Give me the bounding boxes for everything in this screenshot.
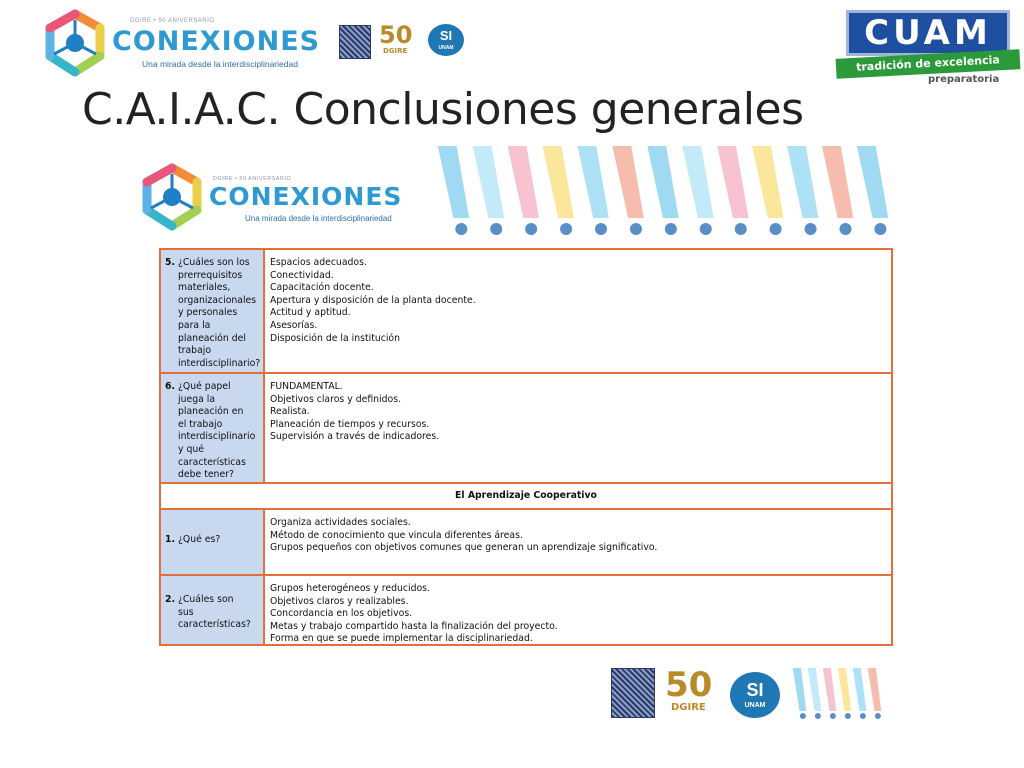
stripe-dot xyxy=(875,713,881,719)
stripe-dot xyxy=(815,713,821,719)
section-header-row xyxy=(161,484,891,510)
question-line: interdisciplinario xyxy=(178,431,256,443)
question-line: debe tener? xyxy=(178,469,234,481)
answer-line: Concordancia en los objetivos. xyxy=(270,608,413,620)
logo-top-line: DGIRE • 50 ANIVERSARIO xyxy=(213,176,292,182)
question-cell xyxy=(161,250,265,372)
question-cell xyxy=(161,576,265,644)
answer-line: Grupos pequeños con objetivos comunes que generan un aprendizaje significativo. xyxy=(270,542,658,554)
stripe-band xyxy=(438,146,469,218)
stripe-dot xyxy=(630,223,642,235)
stripe-band xyxy=(853,668,867,711)
answer-line: Planeación de tiempos y recursos. xyxy=(270,418,430,430)
stripe-dot xyxy=(455,223,467,235)
cuam-logo-icon xyxy=(836,10,1020,88)
answer-cell xyxy=(265,576,891,644)
stripe-band xyxy=(473,146,504,218)
stripe-band xyxy=(682,146,713,218)
stripe-dot xyxy=(665,223,677,235)
si-unam-icon: SI UNAM xyxy=(730,672,780,718)
cuam-sub: preparatoria xyxy=(928,74,1000,85)
unam-crest-icon xyxy=(339,25,371,59)
stripe-band xyxy=(612,146,643,218)
dgire-50-icon: 50 DGIRE xyxy=(379,21,413,55)
question-line xyxy=(165,594,260,607)
question-number: 5. xyxy=(165,257,176,268)
answer-line: Espacios adecuados. xyxy=(270,257,367,268)
answer-line: Apertura y disposición de la planta docente. xyxy=(270,294,476,306)
question-text: ¿Qué es? xyxy=(177,534,221,545)
stripe-dot xyxy=(830,713,836,719)
question-cell xyxy=(161,374,265,482)
cuam-name: CUAM xyxy=(846,10,1010,56)
answer-line: Supervisión a través de indicadores. xyxy=(270,431,440,443)
stripe-dot xyxy=(735,223,747,235)
conexiones-logo-icon xyxy=(137,160,207,234)
stripe-dot xyxy=(845,713,851,719)
stripe-band xyxy=(823,668,837,711)
answer-line: Disposición de la institución xyxy=(270,332,401,344)
stripe-band xyxy=(857,146,888,218)
stripe-band xyxy=(508,146,539,218)
stripe-band xyxy=(787,146,818,218)
answer-line: Metas y trabajo compartido hasta la finalización del proyecto. xyxy=(270,620,558,632)
stripe-dot xyxy=(874,223,886,235)
answer-line: Objetivos claros y realizables. xyxy=(270,595,409,607)
question-line: trabajo xyxy=(178,345,212,357)
question-line: planeación en xyxy=(178,406,244,418)
stripe-band xyxy=(822,146,853,218)
question-line: y qué xyxy=(178,443,204,455)
stripe-dot xyxy=(860,713,866,719)
logo-tagline: Una mirada desde la interdisciplinariedad xyxy=(245,214,392,223)
table-row xyxy=(161,510,891,576)
stripe-dot xyxy=(490,223,502,235)
question-line: sus xyxy=(178,606,194,618)
answer-line: Conectividad. xyxy=(270,269,334,281)
answer-line: Objetivos claros y definidos. xyxy=(270,393,402,405)
stripe-dot xyxy=(595,223,607,235)
answer-cell xyxy=(265,374,891,482)
decorative-stripes-icon xyxy=(792,668,882,720)
answer-line: Asesorías. xyxy=(270,319,318,331)
question-cell xyxy=(161,510,265,574)
stripe-band xyxy=(808,668,822,711)
question-line: prerrequisitos xyxy=(178,269,243,281)
conclusions-table xyxy=(159,248,893,646)
answer-cell xyxy=(265,510,891,574)
answer-line: Actitud y aptitud. xyxy=(270,307,351,319)
stripe-band xyxy=(717,146,748,218)
question-line: el trabajo xyxy=(178,418,223,430)
table-row xyxy=(161,374,891,484)
question-line: características xyxy=(178,456,246,468)
dgire-50-icon: 50 DGIRE xyxy=(665,665,713,713)
logo-name: CONEXIONES xyxy=(209,182,403,211)
logo-name: CONEXIONES xyxy=(112,26,321,57)
conexiones-logo-secondary xyxy=(137,160,407,234)
stripe-band xyxy=(577,146,608,218)
question-line: organizacionales xyxy=(178,294,257,306)
logo-tagline: Una mirada desde la interdisciplinariedad xyxy=(142,59,298,69)
section-title: El Aprendizaje Cooperativo xyxy=(455,490,597,501)
stripe-band xyxy=(543,146,574,218)
stripe-dot xyxy=(770,223,782,235)
question-line: materiales, xyxy=(178,282,231,294)
question-line: y personales xyxy=(178,307,238,319)
answer-line: Forma en que se puede implementar la disciplinariedad. xyxy=(270,633,533,645)
answer-line: FUNDAMENTAL. xyxy=(270,381,343,392)
question-text: ¿Cuáles son los xyxy=(177,257,250,268)
answer-cell xyxy=(265,250,891,372)
answer-line: Realista. xyxy=(270,406,310,418)
table-row xyxy=(161,576,891,644)
logo-top-line: DGIRE • 50 ANIVERSARIO xyxy=(130,18,215,24)
si-unam-icon: SI UNAM xyxy=(428,24,464,56)
conexiones-logo xyxy=(40,4,321,82)
answer-line: Método de conocimiento que vincula diferentes áreas. xyxy=(270,529,523,541)
stripe-dot xyxy=(805,223,817,235)
question-number: 2. xyxy=(165,594,176,605)
question-line: juega la xyxy=(178,393,216,405)
stripe-band xyxy=(647,146,678,218)
question-number: 6. xyxy=(165,381,176,392)
question-line xyxy=(165,257,260,270)
question-line: para la xyxy=(178,319,211,331)
question-line: interdisciplinario? xyxy=(178,357,261,369)
answer-line: Organiza actividades sociales. xyxy=(270,517,411,528)
table-row xyxy=(161,250,891,374)
question-line xyxy=(165,534,260,547)
question-number: 1. xyxy=(165,534,176,545)
decorative-stripes-icon xyxy=(436,146,890,236)
stripe-dot xyxy=(525,223,537,235)
conexiones-logo-icon xyxy=(40,6,110,80)
stripe-band xyxy=(868,668,882,711)
question-line: características? xyxy=(178,619,251,631)
unam-crest-icon xyxy=(611,668,655,718)
question-line: planeación del xyxy=(178,332,246,344)
cuam-ribbon: tradición de excelencia xyxy=(836,49,1021,79)
answer-line: Capacitación docente. xyxy=(270,282,374,294)
stripe-band xyxy=(752,146,783,218)
stripe-dot xyxy=(700,223,712,235)
stripe-band xyxy=(838,668,852,711)
answer-line: Grupos heterogéneos y reducidos. xyxy=(270,583,430,594)
question-line xyxy=(165,381,260,394)
question-text: ¿Qué papel xyxy=(177,381,231,392)
stripe-dot xyxy=(800,713,806,719)
question-text: ¿Cuáles son xyxy=(177,594,234,605)
stripe-dot xyxy=(839,223,851,235)
page-title: C.A.I.A.C. Conclusiones generales xyxy=(82,84,804,135)
stripe-band xyxy=(793,668,807,711)
stripe-dot xyxy=(560,223,572,235)
